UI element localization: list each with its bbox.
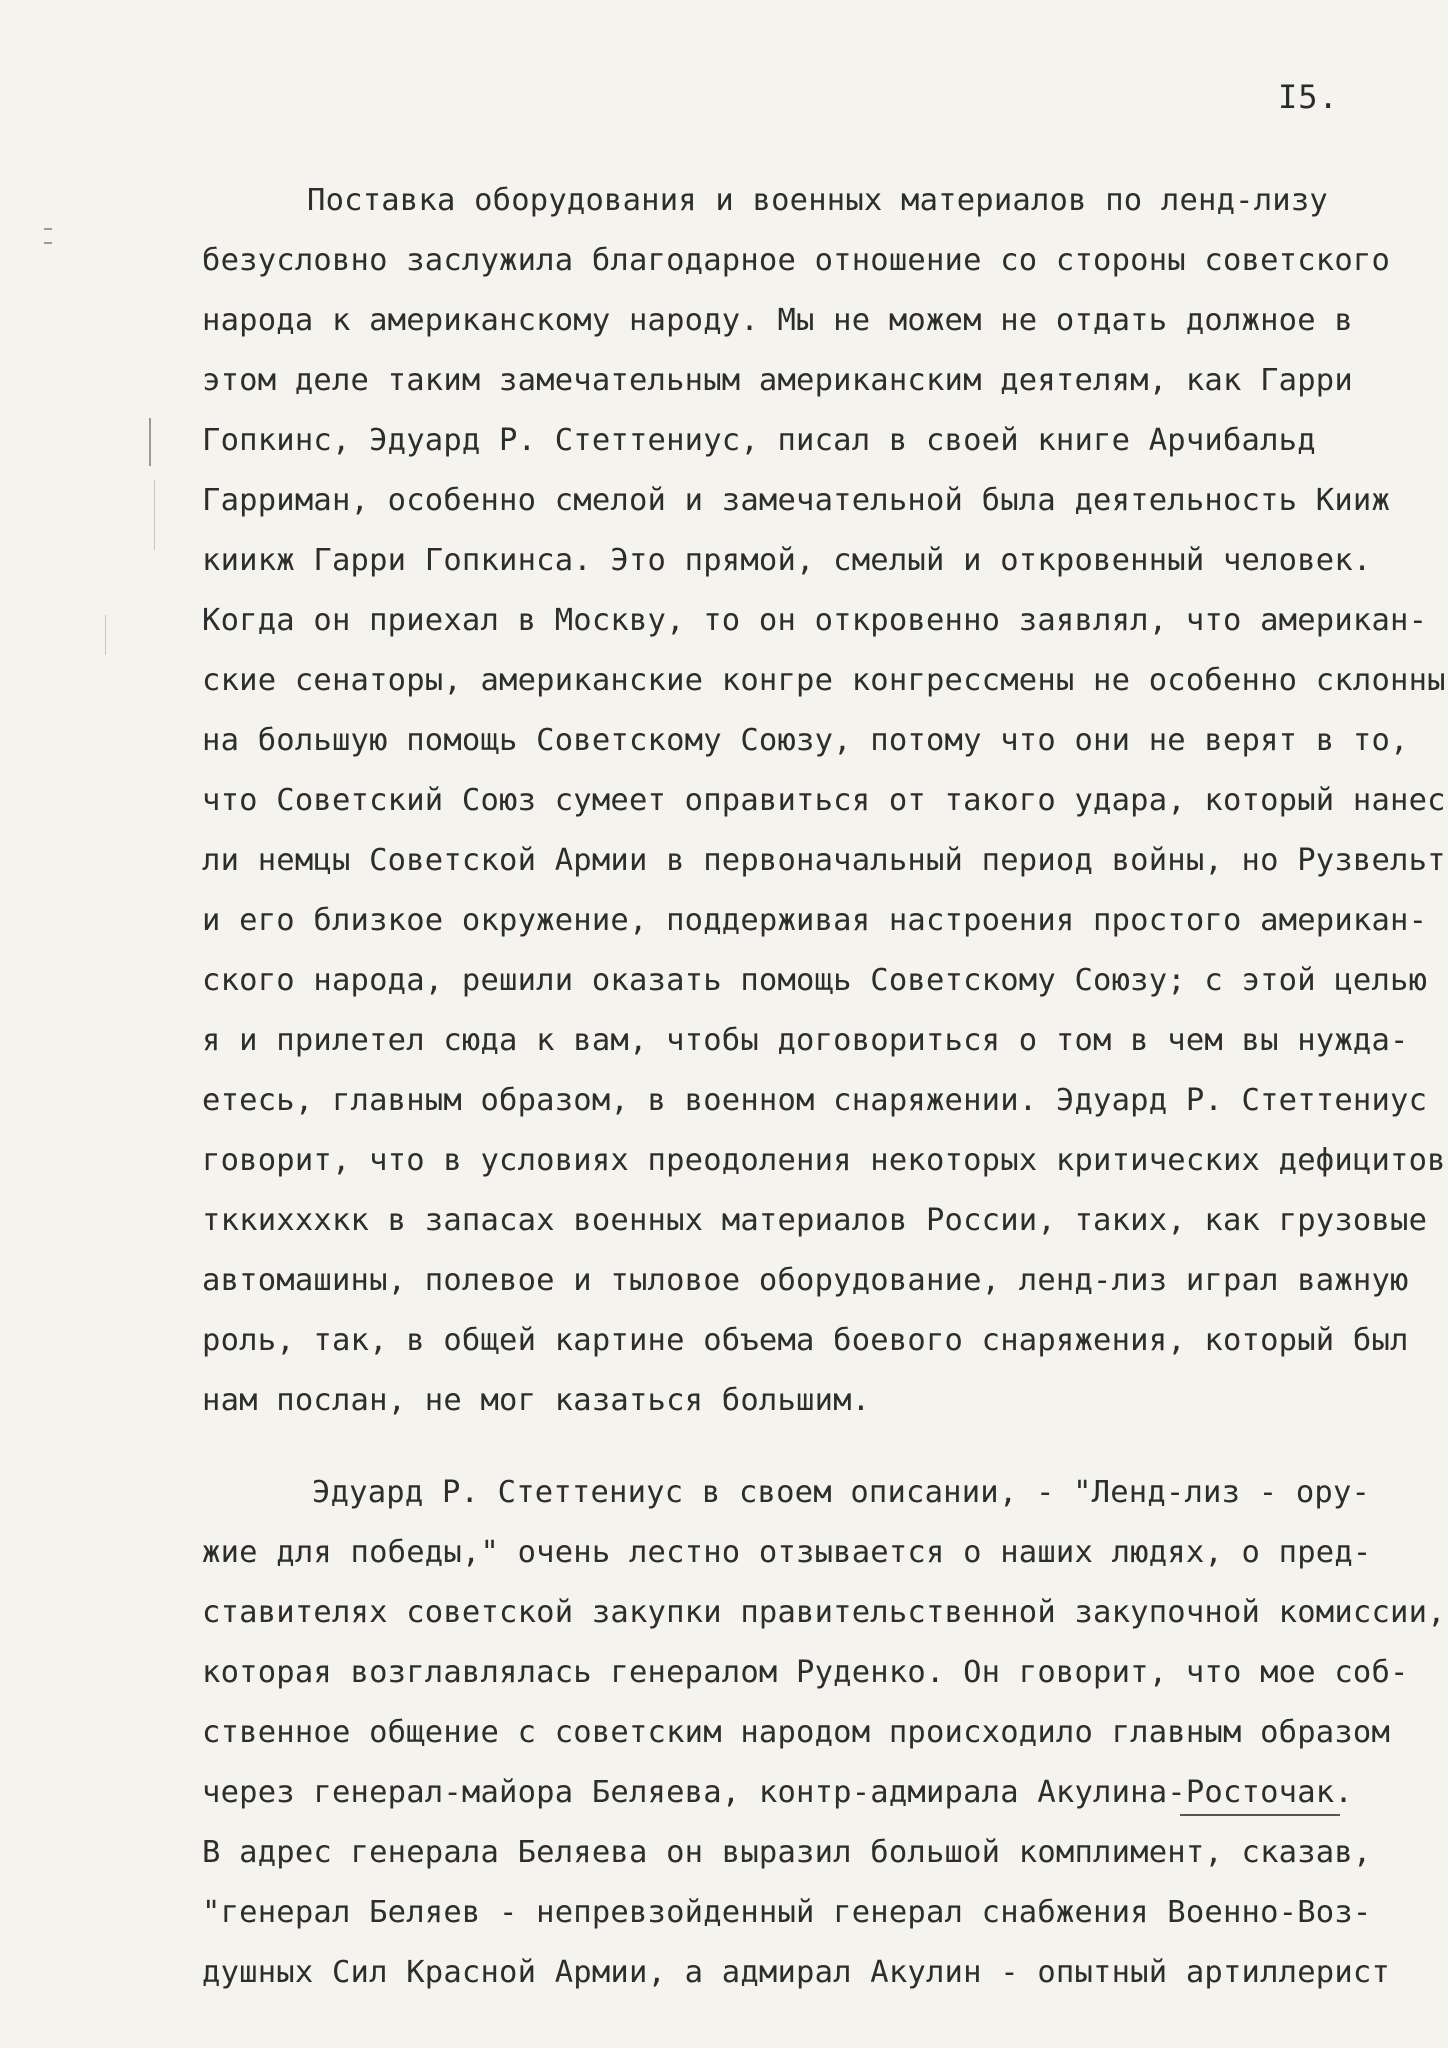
margin-mark [44,228,52,230]
margin-mark [105,615,106,655]
text-line: безусловно заслужила благодарное отношение со стороны советского [202,243,1391,278]
text-line: "генерал Беляев - непревзойденный генерал снабжения Военно-Воз- [202,1895,1372,1930]
text-line: ственное общение с советским народом происходило главным образом [202,1715,1391,1750]
text-line: которая возглавлялась генералом Руденко. Он говорит, что мое соб- [202,1655,1409,1690]
text-line: тккихххкк в запасах военных материалов России, таких, как грузовые [202,1203,1428,1238]
text-line: В адрес генерала Беляева он выразил большой комплимент, сказав, [202,1835,1372,1870]
text-line: и его близкое окружение, поддерживая настроения простого американ- [202,903,1428,938]
text-line: Гарриман, особенно смелой и замечательной была деятельность Кииж [202,483,1391,518]
page-number: I5. [1278,78,1339,116]
margin-mark [44,242,52,244]
text-line: говорит, что в условиях преодоления некоторых критических дефицитов [202,1143,1446,1178]
margin-mark [154,480,155,550]
margin-mark [149,418,151,466]
text-line: роль, так, в общей картине объема боевого снаряжения, который был [202,1323,1409,1358]
text-line: народа к американскому народу. Мы не можем не отдать должное в [202,303,1353,338]
text-line: что Советский Союз сумеет оправиться от такого удара, который нанес [202,783,1446,818]
text-line: автомашины, полевое и тыловое оборудование, ленд-лиз играл важную [202,1263,1409,1298]
text-line: етесь, главным образом, в военном снаряжении. Эдуард Р. Стеттениус [202,1083,1428,1118]
text-line: нам послан, не мог казаться большим. [202,1383,871,1418]
text-line: ли немцы Советской Армии в первоначальный период войны, но Рузвельт [202,843,1446,878]
text-line: ские сенаторы, американские конгре конгрессмены не особенно склонны [202,663,1446,698]
text-line: Когда он приехал в Москву, то он откровенно заявлял, что американ- [202,603,1428,638]
text-line: Гопкинс, Эдуард Р. Стеттениус, писал в своей книге Арчибальд [202,423,1316,458]
text-line: на большую помощь Советскому Союзу, потому что они не верят в то, [202,723,1409,758]
text-line: ставителях советской закупки правительственной закупочной комиссии, [202,1595,1446,1630]
text-line: душных Сил Красной Армии, а адмирал Акулин - опытный артиллерист [202,1955,1391,1990]
text-line: киикж Гарри Гопкинса. Это прямой, смелый и откровенный человек. [202,543,1372,578]
text-line: Эдуард Р. Стеттениус в своем описании, - "Ленд-лиз - ору- [312,1475,1371,1510]
text-line: Поставка оборудования и военных материалов по ленд-лизу [307,183,1328,218]
text-line: я и прилетел сюда к вам, чтобы договориться о том в чем вы нужда- [202,1023,1409,1058]
handwritten-underline [1180,1814,1340,1816]
text-line: через генерал-майора Беляева, контр-адмирала Акулина-Росточак. [202,1775,1353,1810]
text-line: жие для победы," очень лестно отзывается о наших людях, о пред- [202,1535,1372,1570]
text-line: этом деле таким замечательным американским деятелям, как Гарри [202,363,1353,398]
text-line: ского народа, решили оказать помощь Советскому Союзу; с этой целью [202,963,1428,998]
